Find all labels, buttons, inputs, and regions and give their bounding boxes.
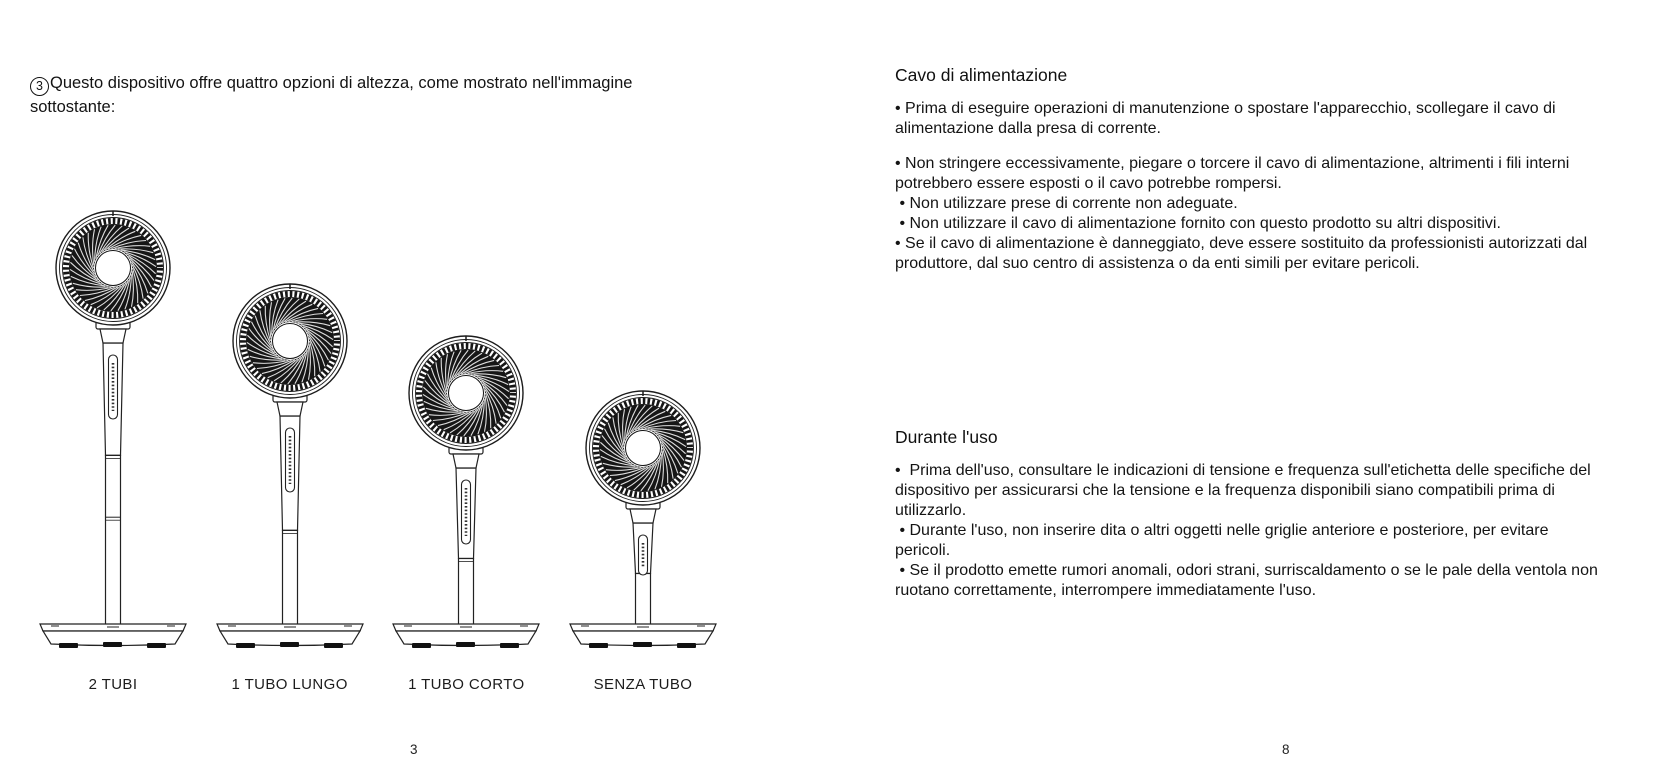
fan-option-senza-tubo: [558, 385, 728, 693]
intro-text: Questo dispositivo offre quattro opzioni di altezza, come mostrato nell'immagine sottostante:: [30, 74, 633, 117]
fan-option-label: 1 TUBO CORTO: [408, 676, 525, 693]
bullet-item: • Se il cavo di alimentazione è danneggiato, deve essere sostituito da professionisti autorizzati dal produttore, dal suo centro di assistenza o da enti simili per evitare pericoli.: [895, 234, 1607, 274]
fan-illustration-icon: [205, 278, 375, 650]
section-heading: Durante l'uso: [895, 427, 998, 447]
bullet-item: • Prima dell'uso, consultare le indicazioni di tensione e frequenza sull'etichetta delle specifiche del dispositivo per assicurarsi che la tensione e la frequenza disponibili siano compatibili prima di utilizzarlo.: [895, 461, 1607, 521]
section-heading: Cavo di alimentazione: [895, 65, 1068, 85]
fan-illustration-icon: [558, 385, 728, 650]
page-number-right: 8: [1282, 742, 1290, 757]
section-during-use: [895, 426, 1607, 601]
bullet-item: • Non stringere eccessivamente, piegare o torcere il cavo di alimentazione, altrimenti i fili interni potrebbero essere esposti o il cavo potrebbe rompersi.: [895, 154, 1607, 194]
page-number-left: 3: [410, 742, 418, 757]
bullet-item: • Prima di eseguire operazioni di manutenzione o spostare l'apparecchio, scollegare il cavo di alimentazione dalla presa di corrente.: [895, 99, 1607, 139]
fan-option-1-tubo-lungo: [205, 278, 375, 693]
fan-illustration-icon: [28, 205, 198, 650]
fan-height-illustration: [28, 205, 728, 693]
section-power-cord: [895, 64, 1607, 274]
fan-option-label: 2 TUBI: [88, 676, 138, 693]
fan-option-2-tubi: [28, 205, 198, 693]
bullet-item: • Non utilizzare prese di corrente non adeguate.: [895, 194, 1607, 214]
circled-number-3: 3: [30, 77, 49, 96]
fan-option-1-tubo-corto: [381, 330, 551, 693]
bullet-item: • Non utilizzare il cavo di alimentazione fornito con questo prodotto su altri dispositivi.: [895, 214, 1607, 234]
fan-illustration-icon: [381, 330, 551, 650]
fan-option-label: 1 TUBO LUNGO: [231, 676, 348, 693]
bullet-item: • Se il prodotto emette rumori anomali, odori strani, surriscaldamento o se le pale della ventola non ruotano correttamente, interrompere immediatamente l'uso.: [895, 561, 1607, 601]
fan-option-label: SENZA TUBO: [593, 676, 693, 693]
bullet-item: • Durante l'uso, non inserire dita o altri oggetti nelle griglie anteriore e posteriore, per evitare pericoli.: [895, 521, 1607, 561]
height-options-intro: [30, 72, 670, 119]
